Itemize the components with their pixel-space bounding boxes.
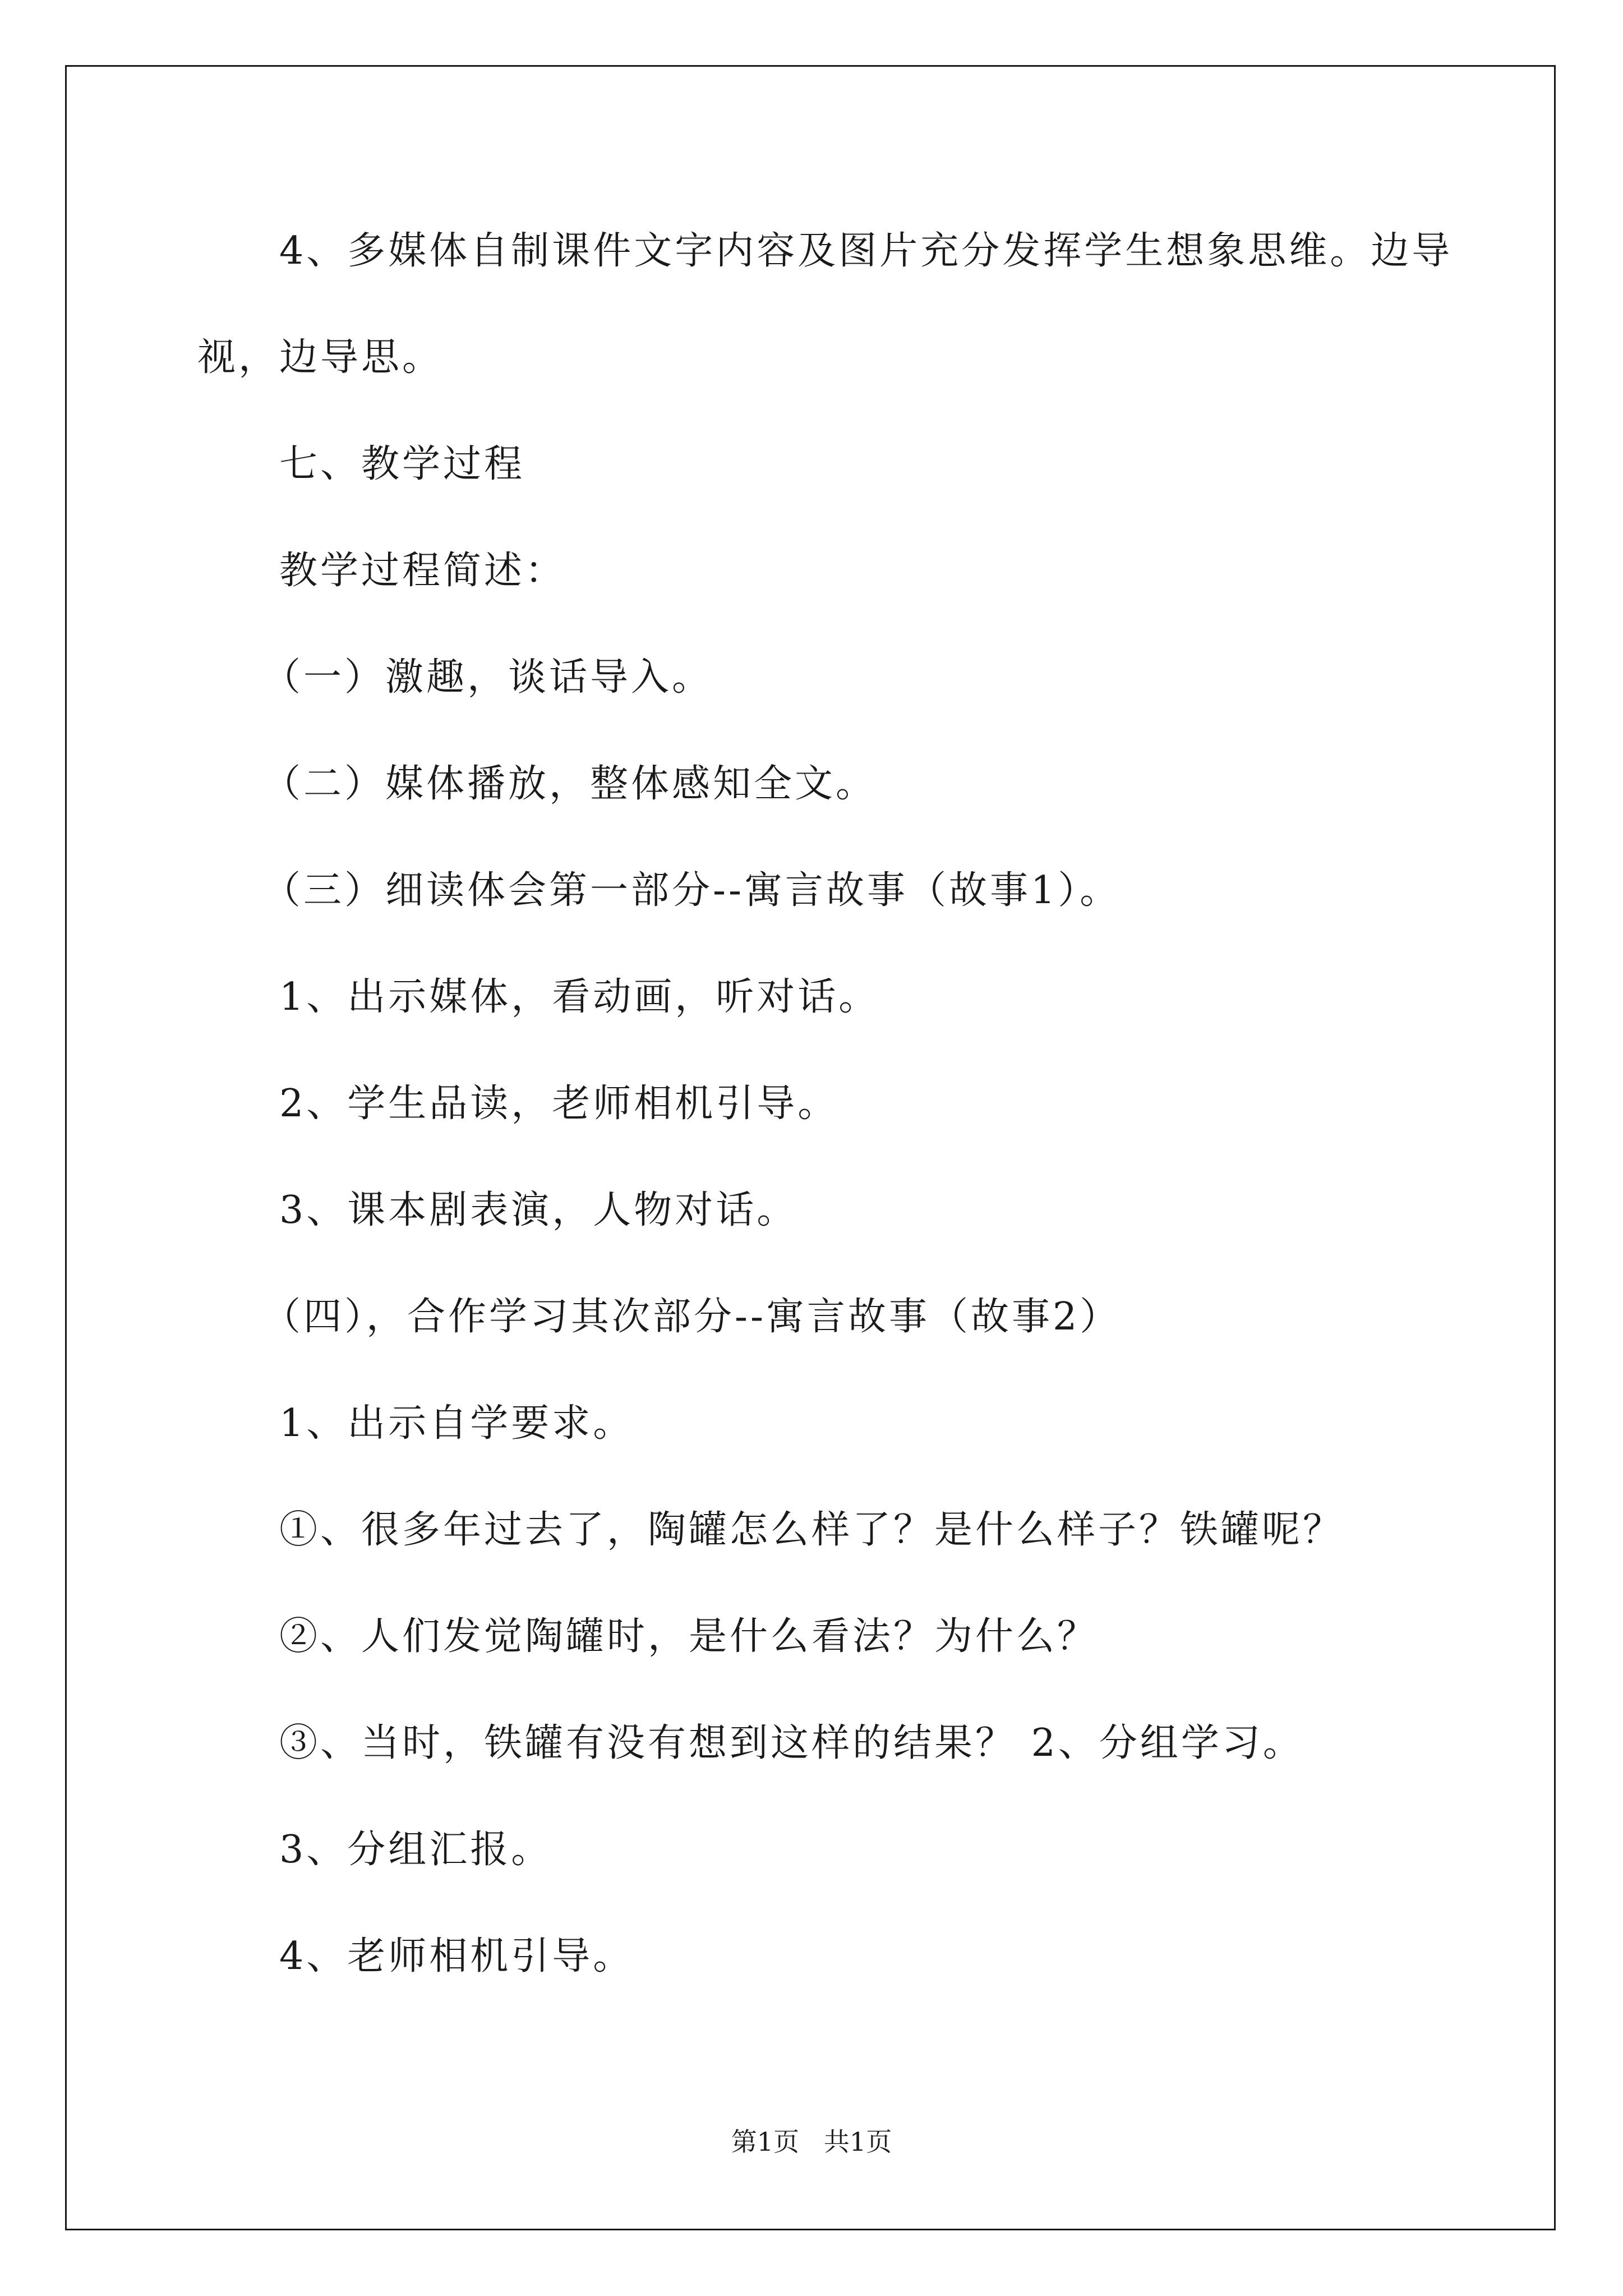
list-item: 2、学生品读，老师相机引导。 [279,1082,839,1126]
paragraph-line: 视，边导思。 [197,335,444,380]
paragraph-line: 教学过程简述： [279,549,566,593]
list-item: 3、课本剧表演，人物对话。 [279,1188,798,1232]
list-item: （四），合作学习其次部分--寓言故事（故事2） [262,1295,1121,1339]
list-item: （三）细读体会第一部分--寓言故事（故事1）。 [262,868,1121,913]
list-item: ②、人们发觉陶罐时，是什么看法？为什么？ [279,1614,1099,1659]
list-item: 3、分组汇报。 [279,1828,552,1872]
page-footer: 第1页 共1页 [731,2127,892,2157]
page-border [65,65,1556,2230]
list-item: 4、老师相机引导。 [279,1934,634,1978]
list-item: 1、出示媒体，看动画，听对话。 [279,975,880,1019]
paragraph-line: 4、多媒体自制课件文字内容及图片充分发挥学生想象思维。边导 [279,229,1453,273]
list-item: ③、当时，铁罐有没有想到这样的结果？ 2、分组学习。 [279,1721,1304,1765]
list-item: 1、出示自学要求。 [279,1401,634,1446]
section-heading: 七、教学过程 [279,442,525,486]
list-item: （二）媒体播放，整体感知全文。 [262,762,877,806]
list-item: （一）激趣，谈话导入。 [262,655,713,700]
list-item: ①、很多年过去了，陶罐怎么样了？是什么样子？铁罐呢？ [279,1508,1344,1552]
